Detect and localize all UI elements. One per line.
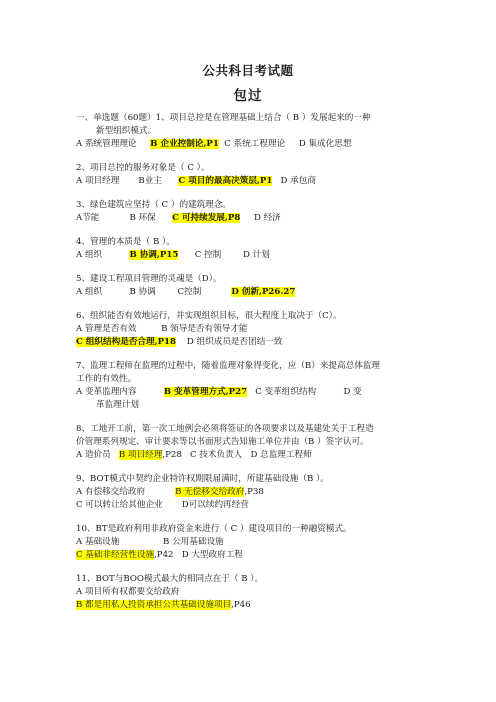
answer-highlight: B 无偿移交给政府 bbox=[175, 487, 245, 497]
question-1-stem-cont: 新型组织模式。 bbox=[96, 126, 157, 136]
question-6-stem: 6、组织能否有效地运行，并实现组织目标，很大程度上取决于（C）。 bbox=[76, 311, 342, 321]
question-6-options-ab: A 管理是否有效 B 领导是否有领导才能 bbox=[76, 324, 248, 334]
question-11-option-b bbox=[76, 599, 428, 612]
question-7-options-cont: 革监理计划 bbox=[96, 400, 139, 410]
option-a: A 系统管理理论 bbox=[76, 139, 151, 149]
answer-ref: ,P38 bbox=[244, 487, 264, 497]
question-list bbox=[76, 112, 428, 612]
answer-highlight: C 可持续发展,P8 bbox=[172, 213, 241, 223]
question-9-stem: 9、BOT模式中契约企业特许权期限届满时，所建基础设施（B ）。 bbox=[76, 474, 329, 484]
question-5-stem: 5、建设工程项目管理的灵魂是（D）。 bbox=[76, 274, 222, 284]
question-7-stem: 7、监理工程师在监理的过程中，随着监理对象得变化，应（B）来提高总体监理 bbox=[76, 361, 380, 371]
option-ab: A节能 B 环保 bbox=[76, 213, 173, 223]
question-7-options bbox=[76, 386, 428, 399]
question-3-options bbox=[76, 212, 428, 225]
answer-highlight: B 企业控制论,P1 bbox=[150, 139, 219, 149]
question-10-stem: 10、BT是政府利用非政府资金来进行（ C ）建设项目的一种融资模式。 bbox=[76, 524, 352, 534]
question-4-options bbox=[76, 249, 428, 262]
question-3-stem: 3、绿色建筑应坚持（ C ）的建筑理念。 bbox=[76, 200, 232, 210]
answer-highlight: B 协调,P15 bbox=[129, 250, 179, 260]
option-d: ,P42 D 大型政府工程 bbox=[154, 550, 243, 560]
question-11-stem: 11、BOT与BOO模式最大的相同点在于（ B ）。 bbox=[76, 574, 264, 584]
option-cd: C 变革组织结构 D 变 bbox=[247, 387, 362, 397]
option-cd: C 控制 D 计划 bbox=[178, 250, 270, 260]
question-8-stem: 8、工地开工前，第一次工地例会必须将签证的各项要求以及基建处关于工程造 bbox=[76, 424, 374, 434]
question-10-options-cd bbox=[76, 549, 428, 562]
option-abc: A 组织 B 协调 C控制 bbox=[76, 287, 232, 297]
option-rest: C 系统工程理论 D 集成化思想 bbox=[218, 139, 352, 149]
option-a: A 造价员 bbox=[76, 450, 119, 460]
option-a: A 变革监理内容 bbox=[76, 387, 164, 397]
option-a: A 组织 bbox=[76, 250, 130, 260]
option-a: A 有偿移交给政府 bbox=[76, 487, 176, 497]
question-2-options bbox=[76, 175, 428, 188]
option-ab: A 项目经理 B业主 bbox=[76, 176, 179, 186]
question-9-options-cd: C 可以转让给其他企业 D可以续约再经营 bbox=[76, 500, 249, 510]
question-8-stem-cont: 价管理系列规定、审计要求等以书面形式告知施工单位并由（B ）签字认可。 bbox=[76, 437, 369, 447]
question-2-stem: 2、项目总控的服务对象是（ C ）。 bbox=[76, 163, 210, 173]
question-8-options bbox=[76, 449, 428, 462]
option-d: D 组织成员是否团结一致 bbox=[176, 337, 283, 347]
answer-highlight: B 项目经理 bbox=[118, 450, 163, 460]
option-rest: ,P28 C 技术负责人 D 总监理工程师 bbox=[162, 450, 312, 460]
question-9-options-ab bbox=[76, 486, 428, 499]
answer-highlight: B 变革管理方式,P27 bbox=[163, 387, 248, 397]
question-4-stem: 4、管理的本质是（ B ）。 bbox=[76, 237, 175, 247]
answer-highlight: C 项目的最高决策层,P1 bbox=[178, 176, 273, 186]
question-1-options bbox=[76, 138, 428, 151]
answer-highlight: D 创新,P26.27 bbox=[231, 287, 296, 297]
option-d: D 经济 bbox=[240, 213, 281, 223]
question-10-options-ab: A 基础设施 B 公用基础设施 bbox=[76, 537, 224, 547]
answer-ref: ,P46 bbox=[231, 600, 251, 610]
answer-highlight: C 组织结构是否合理,P18 bbox=[76, 337, 176, 347]
document-title: 公共科目考试题 bbox=[202, 63, 294, 78]
question-5-options bbox=[76, 286, 428, 299]
question-6-options-cd bbox=[76, 336, 428, 349]
answer-highlight: B 都是用私人投资承担公共基础设施项目 bbox=[76, 600, 232, 610]
question-11-option-a: A 项目所有权都要交给政府 bbox=[76, 587, 180, 597]
question-1-stem: 一、单选题（60题）1、项目总控是在管理基础上结合（ B ）发展起来的一种 bbox=[76, 113, 371, 123]
document-subtitle: 包过 bbox=[233, 88, 263, 104]
option-d: D 承包商 bbox=[272, 176, 316, 186]
question-7-stem-cont: 工作的有效性。 bbox=[76, 374, 137, 384]
answer-highlight: C 基础非经营性设施 bbox=[76, 550, 155, 560]
